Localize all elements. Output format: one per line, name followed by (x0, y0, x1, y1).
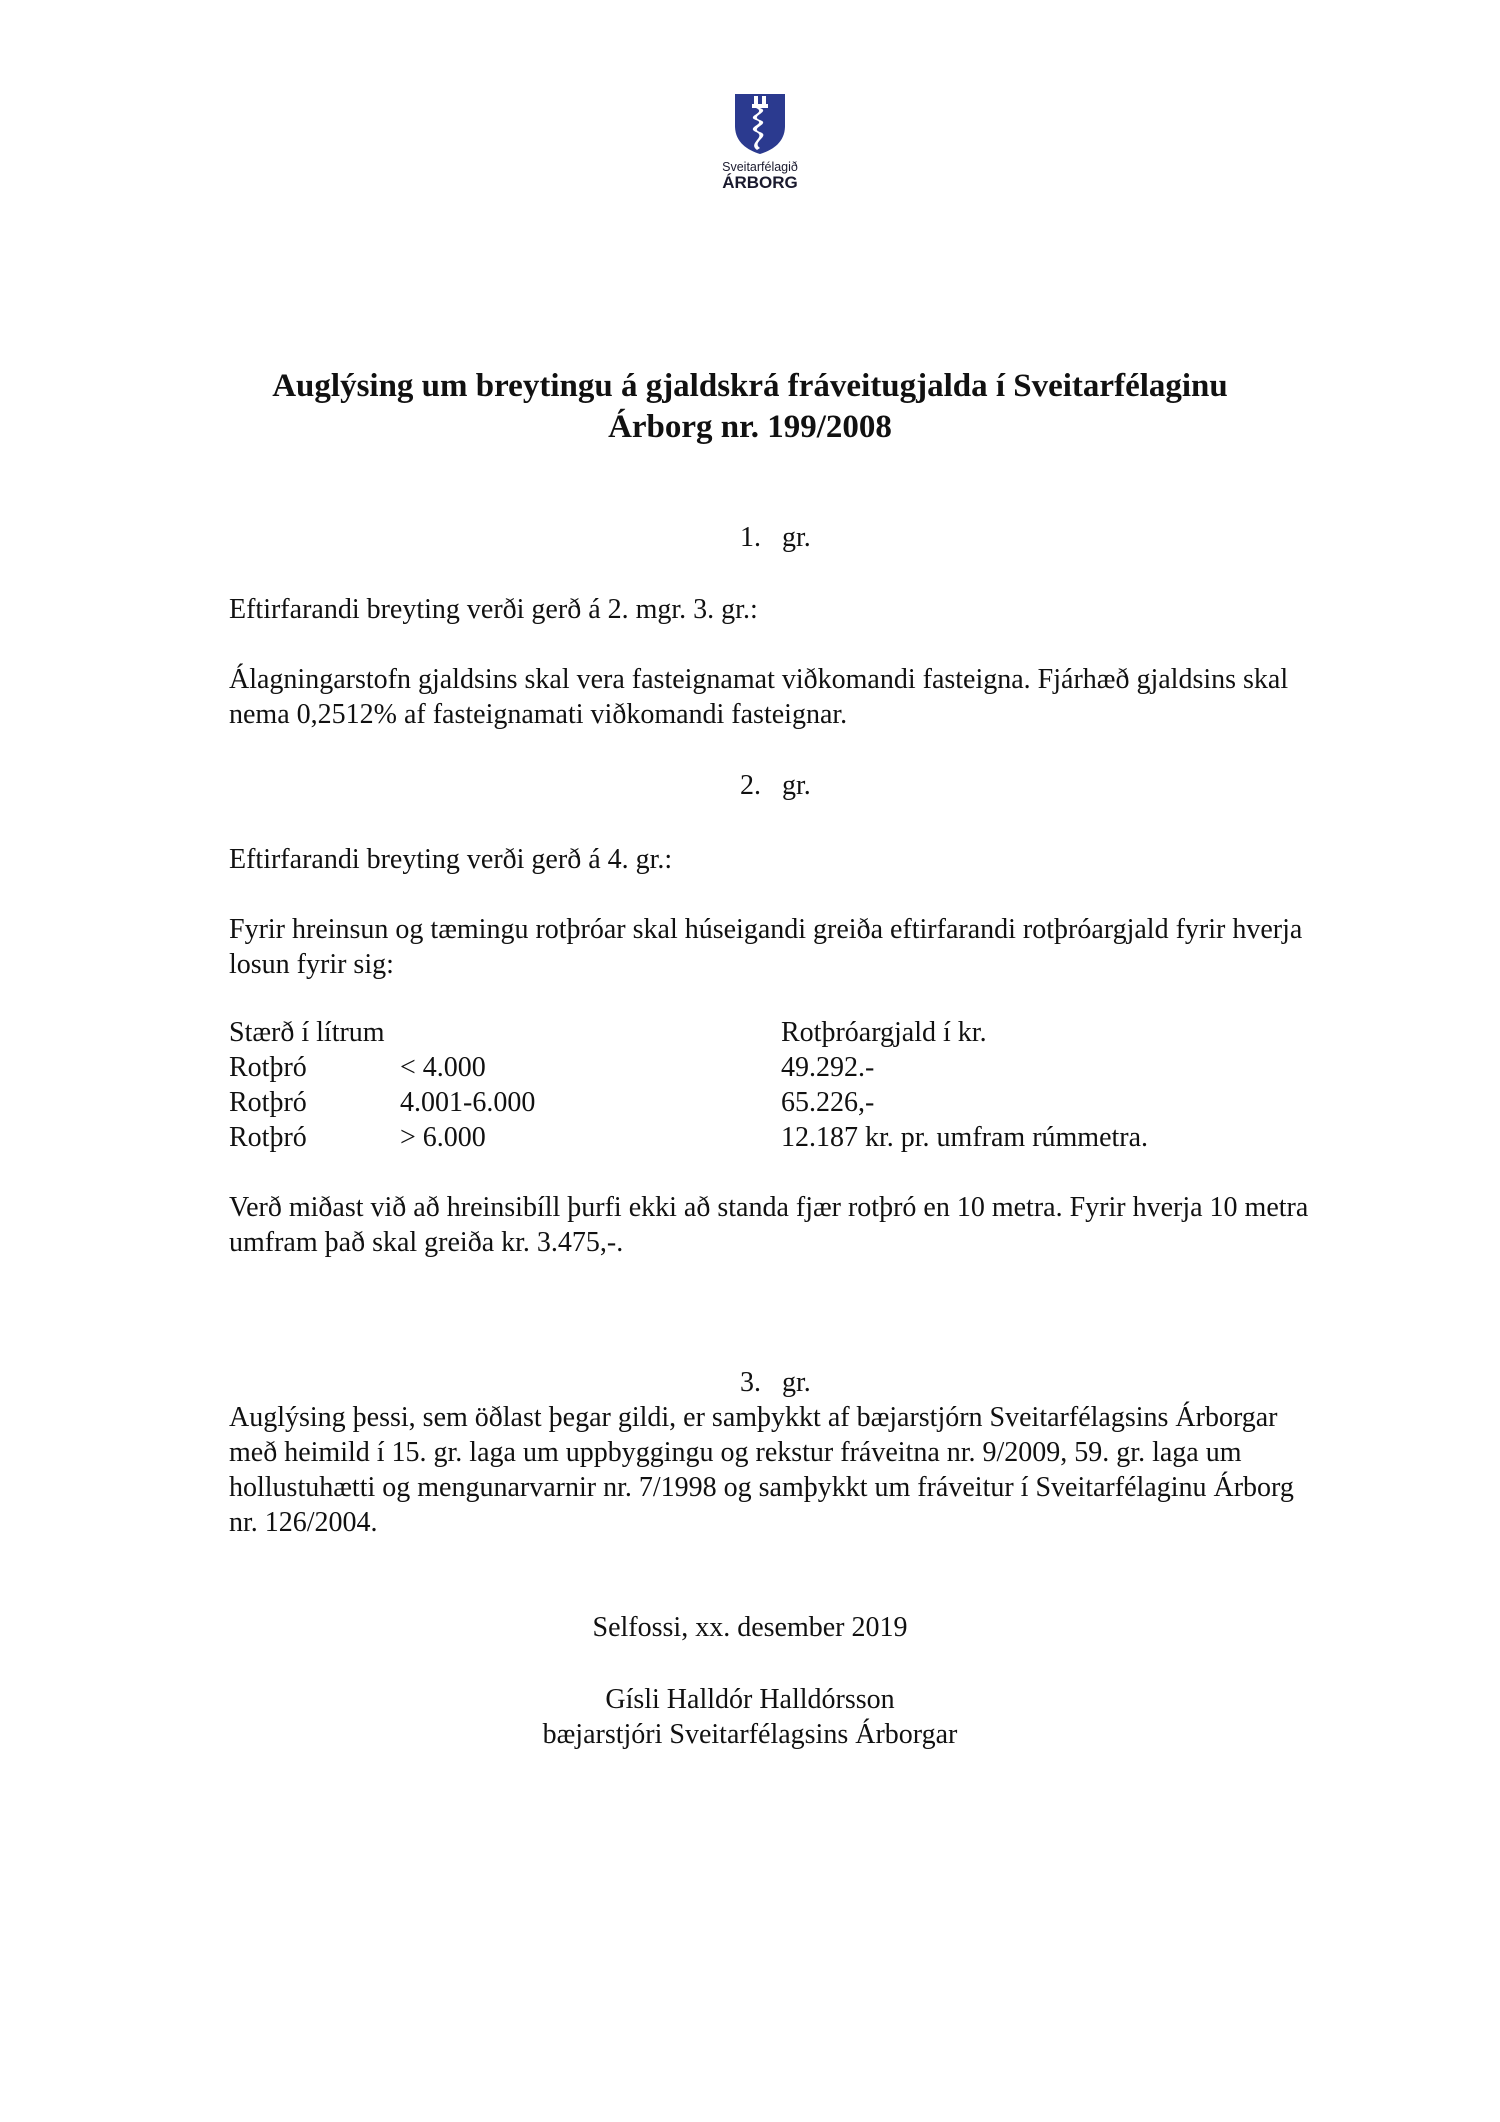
row-type: Rotþró (229, 1052, 307, 1083)
section-label: gr. (782, 1367, 811, 1398)
row-size: > 6.000 (400, 1122, 486, 1153)
section-label: gr. (782, 522, 811, 553)
section-number: 1. (740, 522, 761, 553)
section-2-body: Fyrir hreinsun og tæmingu rotþróar skal húseigandi greiða eftirfarandi rotþróargjald fyrir hverja losun fyrir sig: (229, 914, 1303, 980)
row-type: Rotþró (229, 1087, 307, 1118)
header-fee: Rotþróargjald í kr. (781, 1017, 987, 1048)
fee-table-header (229, 1015, 1309, 1050)
fee-table-row (229, 1085, 1309, 1120)
row-fee: 12.187 kr. pr. umfram rúmmetra. (781, 1122, 1149, 1153)
row-size: 4.001-6.000 (400, 1087, 536, 1118)
signatory-name: Gísli Halldór Halldórsson (605, 1684, 895, 1715)
document-title (150, 366, 1350, 448)
place-date: Selfossi, xx. desember 2019 (592, 1612, 908, 1643)
title-line-1: Auglýsing um breytingu á gjaldskrá fráveitugjalda í Sveitarfélaginu (272, 368, 1228, 404)
section-1-heading (740, 520, 811, 555)
section-2-intro: Eftirfarandi breyting verði gerð á 4. gr.: (229, 844, 673, 875)
title-line-2: Árborg nr. 199/2008 (608, 409, 892, 445)
section-1-intro: Eftirfarandi breyting verði gerð á 2. mgr. 3. gr.: (229, 594, 758, 625)
shield-crest-icon (733, 92, 787, 156)
section-1-body: Álagningarstofn gjaldsins skal vera fasteignamat viðkomandi fasteigna. Fjárhæð gjaldsins skal nema 0,2512% af fasteignamati viðkomandi fasteignar. (229, 664, 1289, 730)
section-number: 3. (740, 1367, 761, 1398)
signatory-title: bæjarstjóri Sveitarfélagsins Árborgar (542, 1719, 958, 1750)
municipality-logo (710, 92, 810, 192)
fee-table-row (229, 1050, 1309, 1085)
row-type: Rotþró (229, 1122, 307, 1153)
row-size: < 4.000 (400, 1052, 486, 1083)
section-2-heading (740, 768, 811, 803)
fee-table-row (229, 1120, 1309, 1155)
section-label: gr. (782, 770, 811, 801)
section-number: 2. (740, 770, 761, 801)
row-fee: 49.292.- (781, 1052, 875, 1083)
section-3-body: Auglýsing þessi, sem öðlast þegar gildi, er samþykkt af bæjarstjórn Sveitarfélagsins Árborgar með heimild í 15. gr. laga um uppbyggingu og rekstur fráveitna nr. 9/2009, 59. gr. laga um hollustuhætti og mengunarvarnir nr. 7/1998 og samþykkt um fráveitur í Sveitarfélaginu Árborg nr. 126/2004. (229, 1402, 1294, 1538)
section-2-note: Verð miðast við að hreinsibíll þurfi ekki að standa fjær rotþró en 10 metra. Fyrir hverja 10 metra umfram það skal greiða kr. 3.475,-. (229, 1192, 1309, 1258)
logo-text-line1: Sveitarfélagið (722, 160, 798, 174)
header-size: Stærð í lítrum (229, 1017, 385, 1048)
logo-text-line2: ÁRBORG (722, 173, 798, 192)
section-3-heading (740, 1365, 811, 1400)
row-fee: 65.226,- (781, 1087, 875, 1118)
